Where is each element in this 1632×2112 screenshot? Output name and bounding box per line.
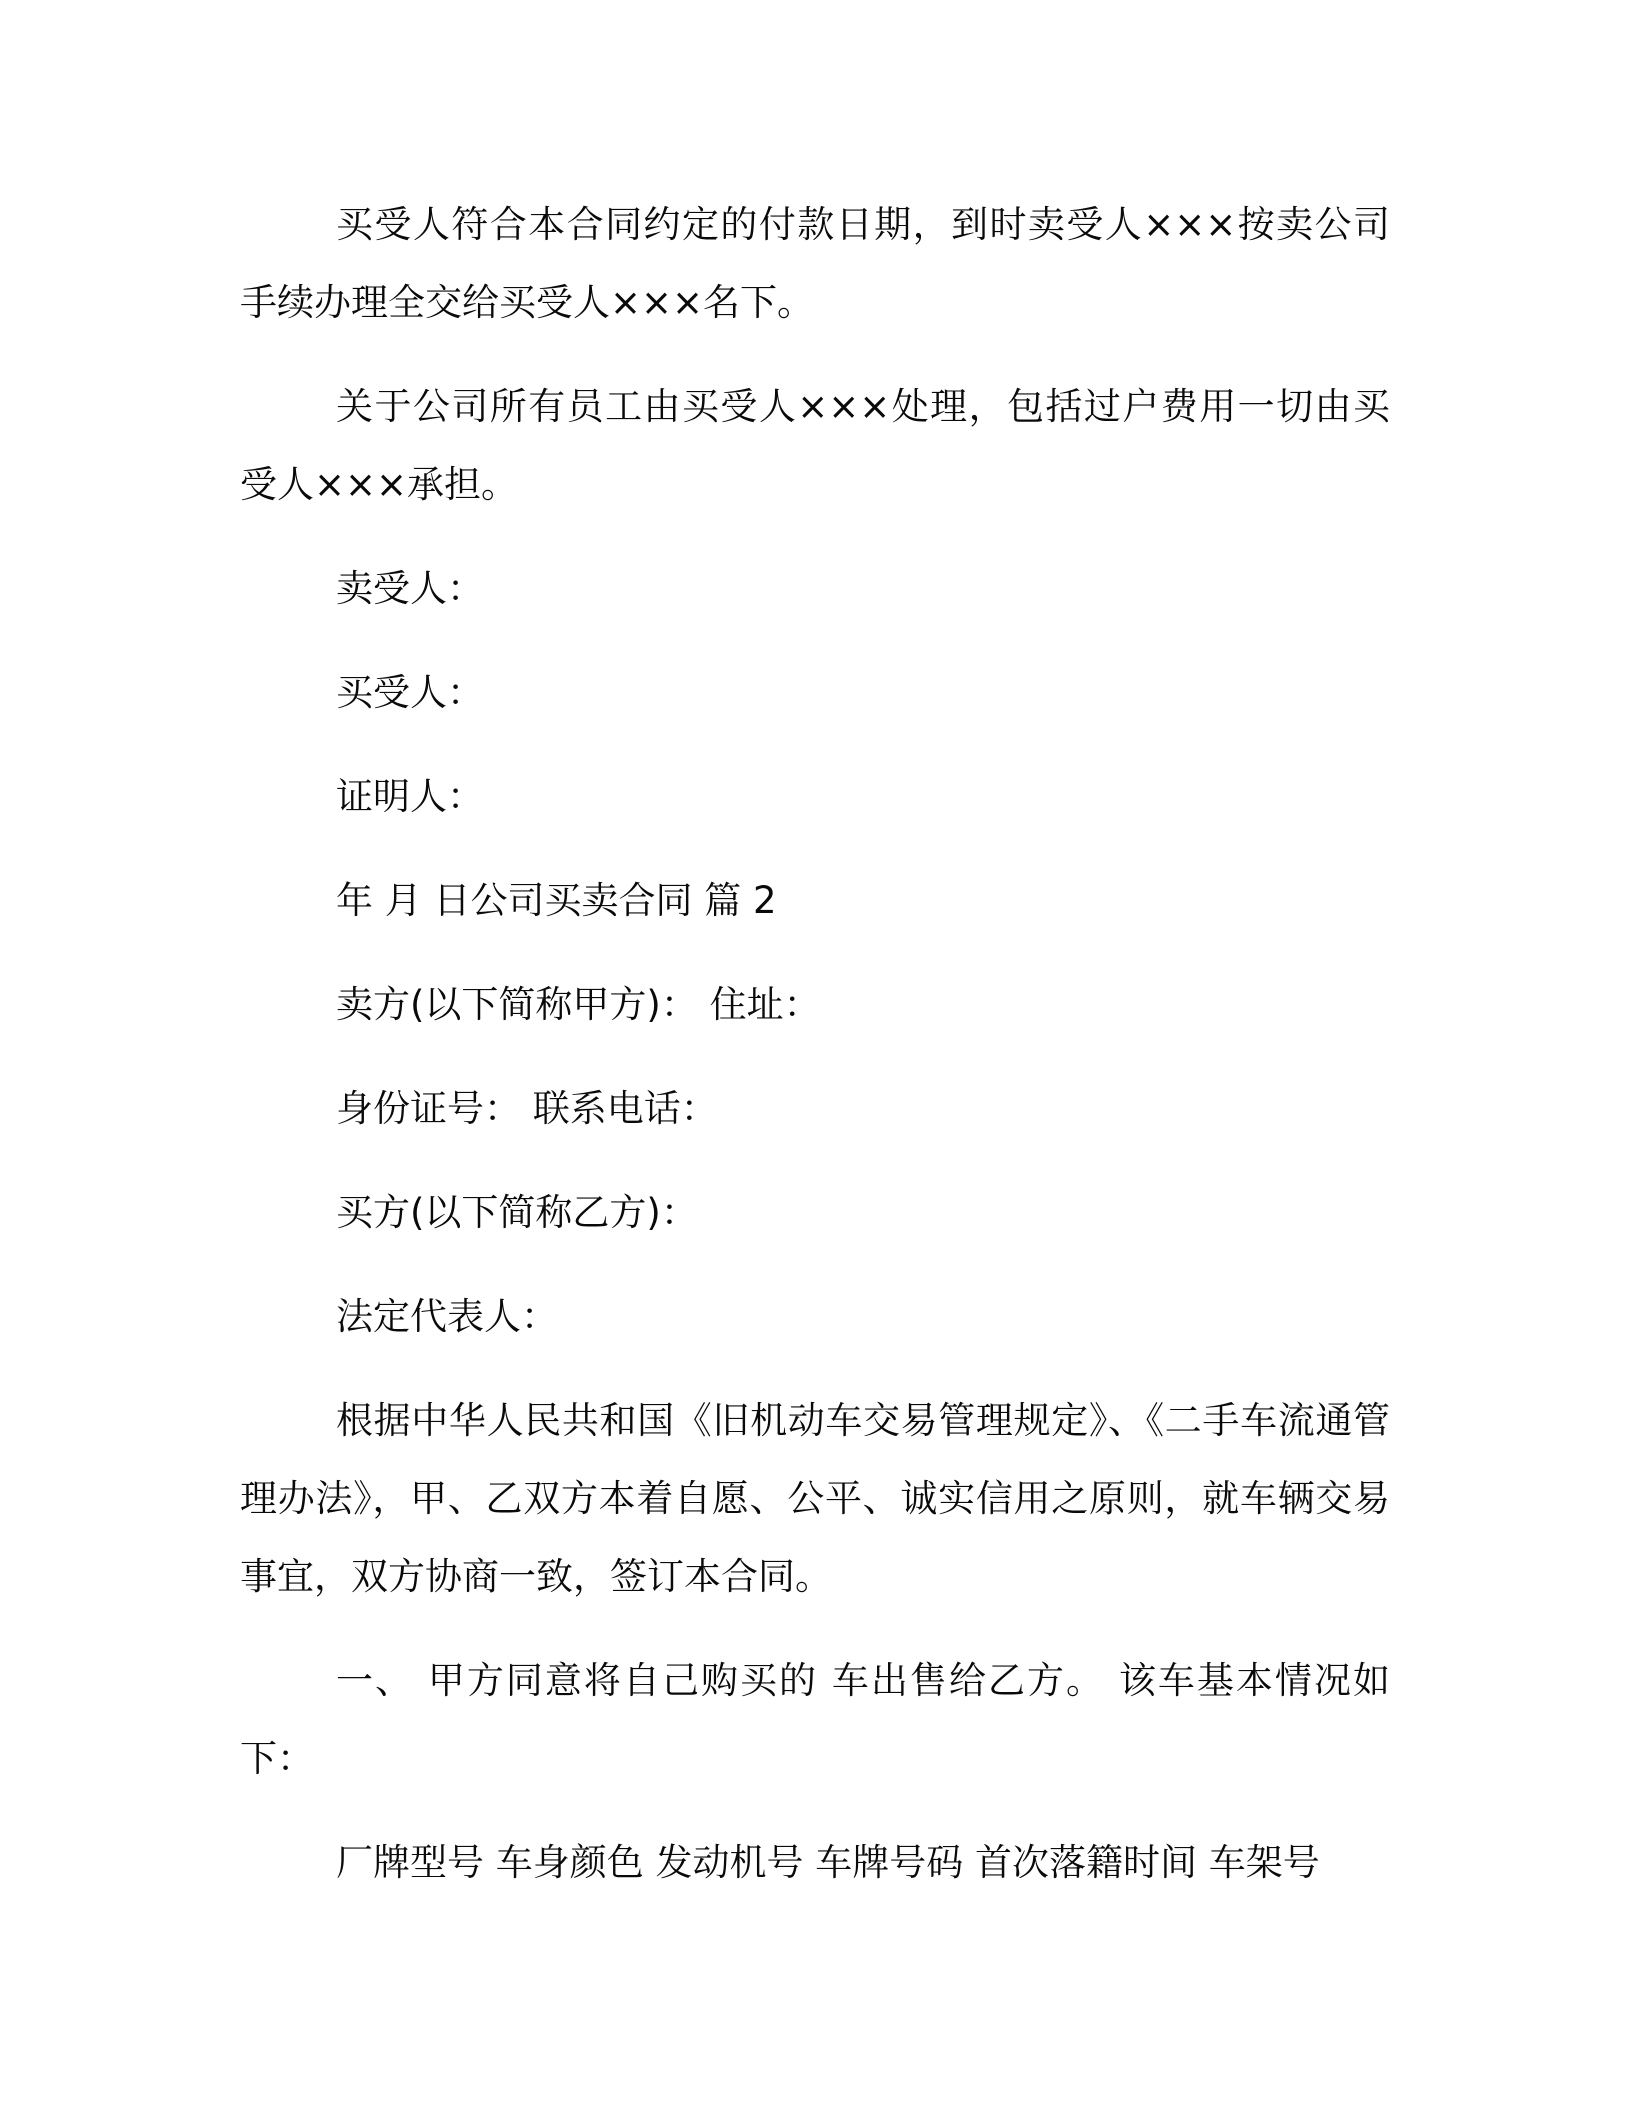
paragraph-payment-date: 买受人符合本合同约定的付款日期，到时卖受人×××按卖公司手续办理全交给买受人×××名下。 [240, 203, 1390, 324]
contract-heading: 年 月 日公司买卖合同 篇 2 [336, 879, 777, 922]
clause-one: 一、 甲方同意将自己购买的 车出售给乙方。 该车基本情况如下： [240, 1659, 1390, 1780]
legal-representative: 法定代表人： [336, 1295, 558, 1338]
buyer-info: 买方(以下简称乙方)： [336, 1191, 698, 1234]
signature-buyer: 买受人： [336, 671, 484, 714]
paragraph-employees: 关于公司所有员工由买受人×××处理，包括过户费用一切由买受人×××承担。 [240, 385, 1390, 506]
vehicle-fields: 厂牌型号 车身颜色 发动机号 车牌号码 首次落籍时间 车架号 [336, 1841, 1320, 1884]
signature-witness: 证明人： [336, 775, 484, 818]
paragraph-legal-basis: 根据中华人民共和国《旧机动车交易管理规定》、《二手车流通管理办法》，甲、乙双方本着自愿、公平、诚实信用之原则，就车辆交易事宜，双方协商一致，签订本合同。 [240, 1399, 1390, 1598]
id-phone-info: 身份证号： 联系电话： [336, 1087, 718, 1130]
document-body [240, 186, 1390, 1928]
seller-info: 卖方(以下简称甲方)： 住址： [336, 983, 821, 1026]
signature-seller: 卖受人： [336, 567, 484, 610]
